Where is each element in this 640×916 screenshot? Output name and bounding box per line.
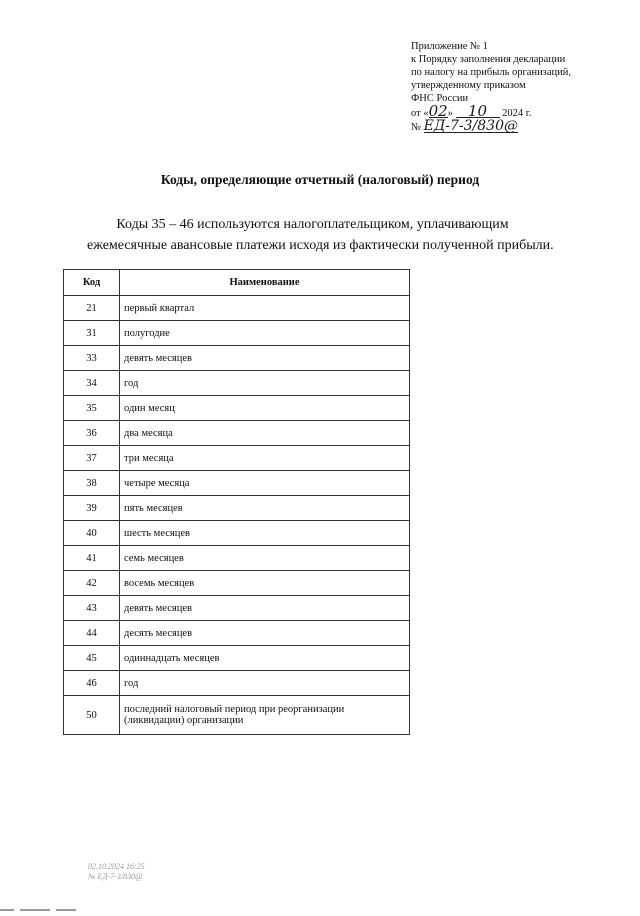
row-code: 39	[64, 496, 120, 521]
table-row	[64, 571, 410, 596]
table-row	[64, 371, 410, 396]
intro-paragraph	[87, 214, 557, 256]
row-name: шесть месяцев	[120, 521, 410, 546]
appendix-line: к Порядку заполнения декларации	[411, 54, 566, 65]
row-code: 35	[64, 396, 120, 421]
stamp-line: 02.10.2024 16:25	[88, 862, 145, 871]
appendix-line: по налогу на прибыль организаций,	[411, 67, 571, 78]
table-row	[64, 296, 410, 321]
table-row	[64, 321, 410, 346]
row-code: 40	[64, 521, 120, 546]
row-code: 50	[64, 696, 120, 735]
codes-table	[63, 269, 410, 735]
row-code: 43	[64, 596, 120, 621]
date-mid: »	[447, 108, 453, 119]
appendix-line: Приложение № 1	[411, 41, 488, 52]
number-value: ЕД-7-3/830@	[423, 118, 518, 134]
scan-edge-marks	[0, 898, 120, 900]
row-code: 36	[64, 421, 120, 446]
row-name: последний налоговый период при реорганизации (ликвидации) организации	[120, 696, 410, 735]
row-name: полугодие	[120, 321, 410, 346]
table-row	[64, 646, 410, 671]
row-name: девять месяцев	[120, 346, 410, 371]
row-code: 44	[64, 621, 120, 646]
row-code: 37	[64, 446, 120, 471]
appendix-line: утвержденному приказом	[411, 80, 526, 91]
table-row	[64, 546, 410, 571]
table-row	[64, 496, 410, 521]
row-code: 41	[64, 546, 120, 571]
row-name: семь месяцев	[120, 546, 410, 571]
row-code: 21	[64, 296, 120, 321]
row-name: десять месяцев	[120, 621, 410, 646]
header-code: Код	[64, 270, 120, 296]
stamp-line: № ЕД-7-3/830@	[88, 872, 143, 881]
appendix-header	[411, 40, 611, 134]
table-row	[64, 696, 410, 735]
date-day: 02	[428, 102, 448, 120]
order-number	[411, 120, 611, 134]
row-name: пять месяцев	[120, 496, 410, 521]
row-code: 31	[64, 321, 120, 346]
registration-stamp	[88, 862, 145, 882]
row-name: одиннадцать месяцев	[120, 646, 410, 671]
row-code: 42	[64, 571, 120, 596]
row-name: один месяц	[120, 396, 410, 421]
table-row	[64, 671, 410, 696]
appendix-line: ФНС России	[411, 93, 469, 104]
row-name: четыре месяца	[120, 471, 410, 496]
table-row	[64, 471, 410, 496]
row-code: 34	[64, 371, 120, 396]
row-name: два месяца	[120, 421, 410, 446]
row-name: три месяца	[120, 446, 410, 471]
row-name: год	[120, 371, 410, 396]
row-code: 46	[64, 671, 120, 696]
table-header-row	[64, 270, 410, 296]
date-month: 10	[456, 105, 500, 118]
table-row	[64, 421, 410, 446]
table-row	[64, 346, 410, 371]
table-row	[64, 446, 410, 471]
date-prefix: от «	[411, 108, 429, 119]
row-name: год	[120, 671, 410, 696]
row-name: первый квартал	[120, 296, 410, 321]
header-name: Наименование	[120, 270, 410, 296]
number-prefix: №	[411, 122, 422, 133]
row-code: 38	[64, 471, 120, 496]
table-row	[64, 396, 410, 421]
row-code: 33	[64, 346, 120, 371]
table-row	[64, 521, 410, 546]
intro-text: Коды 35 – 46 используются налогоплательщиком, уплачивающим ежемесячные авансовые платежи исходя из фактически полученной прибыли.	[87, 217, 554, 253]
page-title: Коды, определяющие отчетный (налоговый) период	[160, 172, 480, 187]
date-year: 2024 г.	[502, 108, 532, 119]
row-name: восемь месяцев	[120, 571, 410, 596]
row-code: 45	[64, 646, 120, 671]
table-row	[64, 596, 410, 621]
row-name: девять месяцев	[120, 596, 410, 621]
table-row	[64, 621, 410, 646]
